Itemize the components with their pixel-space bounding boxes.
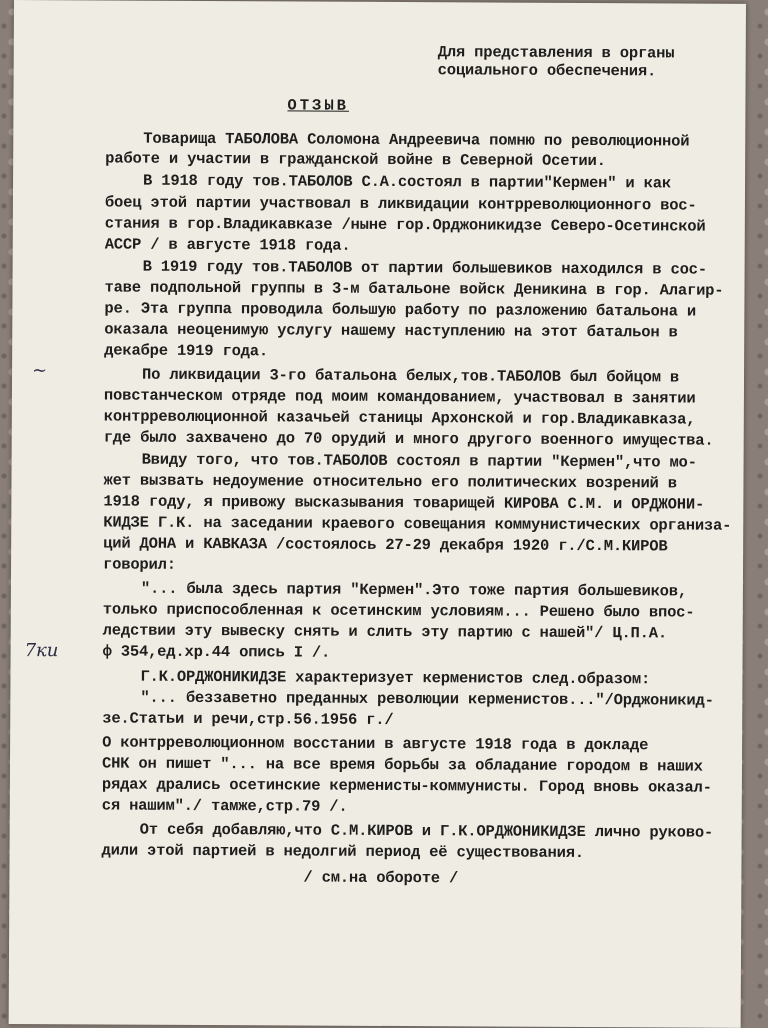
body-line: говорил:	[102, 555, 176, 574]
body-line: КИДЗЕ Г.К. на заседании краевого совещания коммунистических организа-	[103, 513, 732, 535]
handwritten-mark: 7ки	[24, 640, 59, 662]
quote-line: только приспособленная к осетинским условиям... Решено было впос-	[102, 600, 695, 622]
header-line-1: Для представления в органы	[437, 43, 675, 63]
body-line: жет вызвать недоумение относительно его политических возрений в	[103, 471, 677, 493]
body-line: дили этой партией в недолгий период её существования.	[101, 841, 584, 862]
quote-line: "... была здесь партия "Кермен".Это тоже партия большевиков,	[140, 579, 688, 601]
body-line: ре. Эта группа проводила большую работу по разложению батальона и	[104, 299, 697, 321]
body-line: повстанческом отряде под моим командованием, участвовал в занятии	[103, 386, 696, 408]
body-line: работе и участии в гражданской войне в Северной Осетии.	[105, 149, 606, 171]
body-line: Г.К.ОРДЖОНИКИДЗЕ характеризует керменистов след.образом:	[140, 667, 651, 689]
body-line: стания в гор.Владикавказе /ныне гор.Орджоникидзе Северо-Осетинской	[104, 214, 706, 236]
body-line: АССР / в августе 1918 года.	[104, 235, 351, 255]
header-line-2: социального обеспечения.	[437, 61, 657, 81]
document-page	[9, 0, 746, 1028]
body-line: где было захвачено до 70 орудий и много другого военного имущества.	[103, 428, 714, 450]
see-reverse-note: / см.на обороте /	[303, 868, 459, 888]
body-line: О контрреволюционном восстании в августе 1918 года в докладе	[102, 733, 649, 755]
body-line: рядах дрались осетинские керменисты-коммунисты. Город вновь оказал-	[101, 775, 712, 797]
quote-line: ф 354,ед.хр.44 опись I /.	[102, 642, 331, 662]
body-line: Ввиду того, что тов.ТАБОЛОВ состоял в партии "Кермен",что мо-	[141, 450, 697, 472]
body-line: По ликвидации 3-го батальона белых,тов.ТАБОЛОВ был бойцом в	[141, 365, 680, 387]
quote-line: зе.Статьи и речи,стр.56.1956 г./	[102, 709, 394, 729]
body-line: таве подпольной группы в 3-м батальоне войск Деникина в гор. Алагир-	[104, 278, 724, 300]
body-line: ся нашим"./ тамже,стр.79 /.	[101, 796, 348, 816]
body-line: СНК он пишет "... на все время борьбы за обладание городом в наших	[101, 754, 703, 776]
document-title: ОТЗЫВ	[287, 96, 350, 115]
body-line: боец этой партии участвовал в ликвидации контрреволюционного вос-	[104, 193, 697, 215]
body-line: ций ДОНА и КАВКАЗА /состоялось 27-29 декабря 1920 г./С.М.КИРОВ	[103, 534, 668, 556]
body-line: Товарища ТАБОЛОВА Соломона Андреевича помню по революционной	[143, 129, 690, 151]
body-line: оказала неоценимую услугу нашему наступлению на этот батальон в	[104, 320, 678, 342]
body-line: В 1919 году тов.ТАБОЛОВ от партии большевиков находился в сос-	[142, 257, 707, 279]
body-line: контрреволюционной казачьей станицы Архонской и гор.Владикавказа,	[103, 407, 696, 429]
quote-line: "... беззаветно преданных революции керменистов..."/Орджоникид-	[140, 688, 714, 710]
body-line: От себя добавляю,что С.М.КИРОВ и Г.К.ОРДЖОНИКИДЗЕ лично руково-	[139, 820, 714, 842]
quote-line: ледствии эту вывеску снять и слить эту партию с нашей"/ Ц.П.А.	[102, 621, 668, 643]
body-line: декабре 1919 года.	[104, 341, 269, 361]
handwritten-mark: ~	[32, 360, 48, 382]
body-line: В 1918 году тов.ТАБОЛОВ С.А.состоял в партии"Кермен" и как	[143, 171, 671, 193]
body-line: 1918 году, я привожу высказывания товарищей КИРОВА С.М. и ОРДЖОНИ-	[103, 492, 705, 514]
